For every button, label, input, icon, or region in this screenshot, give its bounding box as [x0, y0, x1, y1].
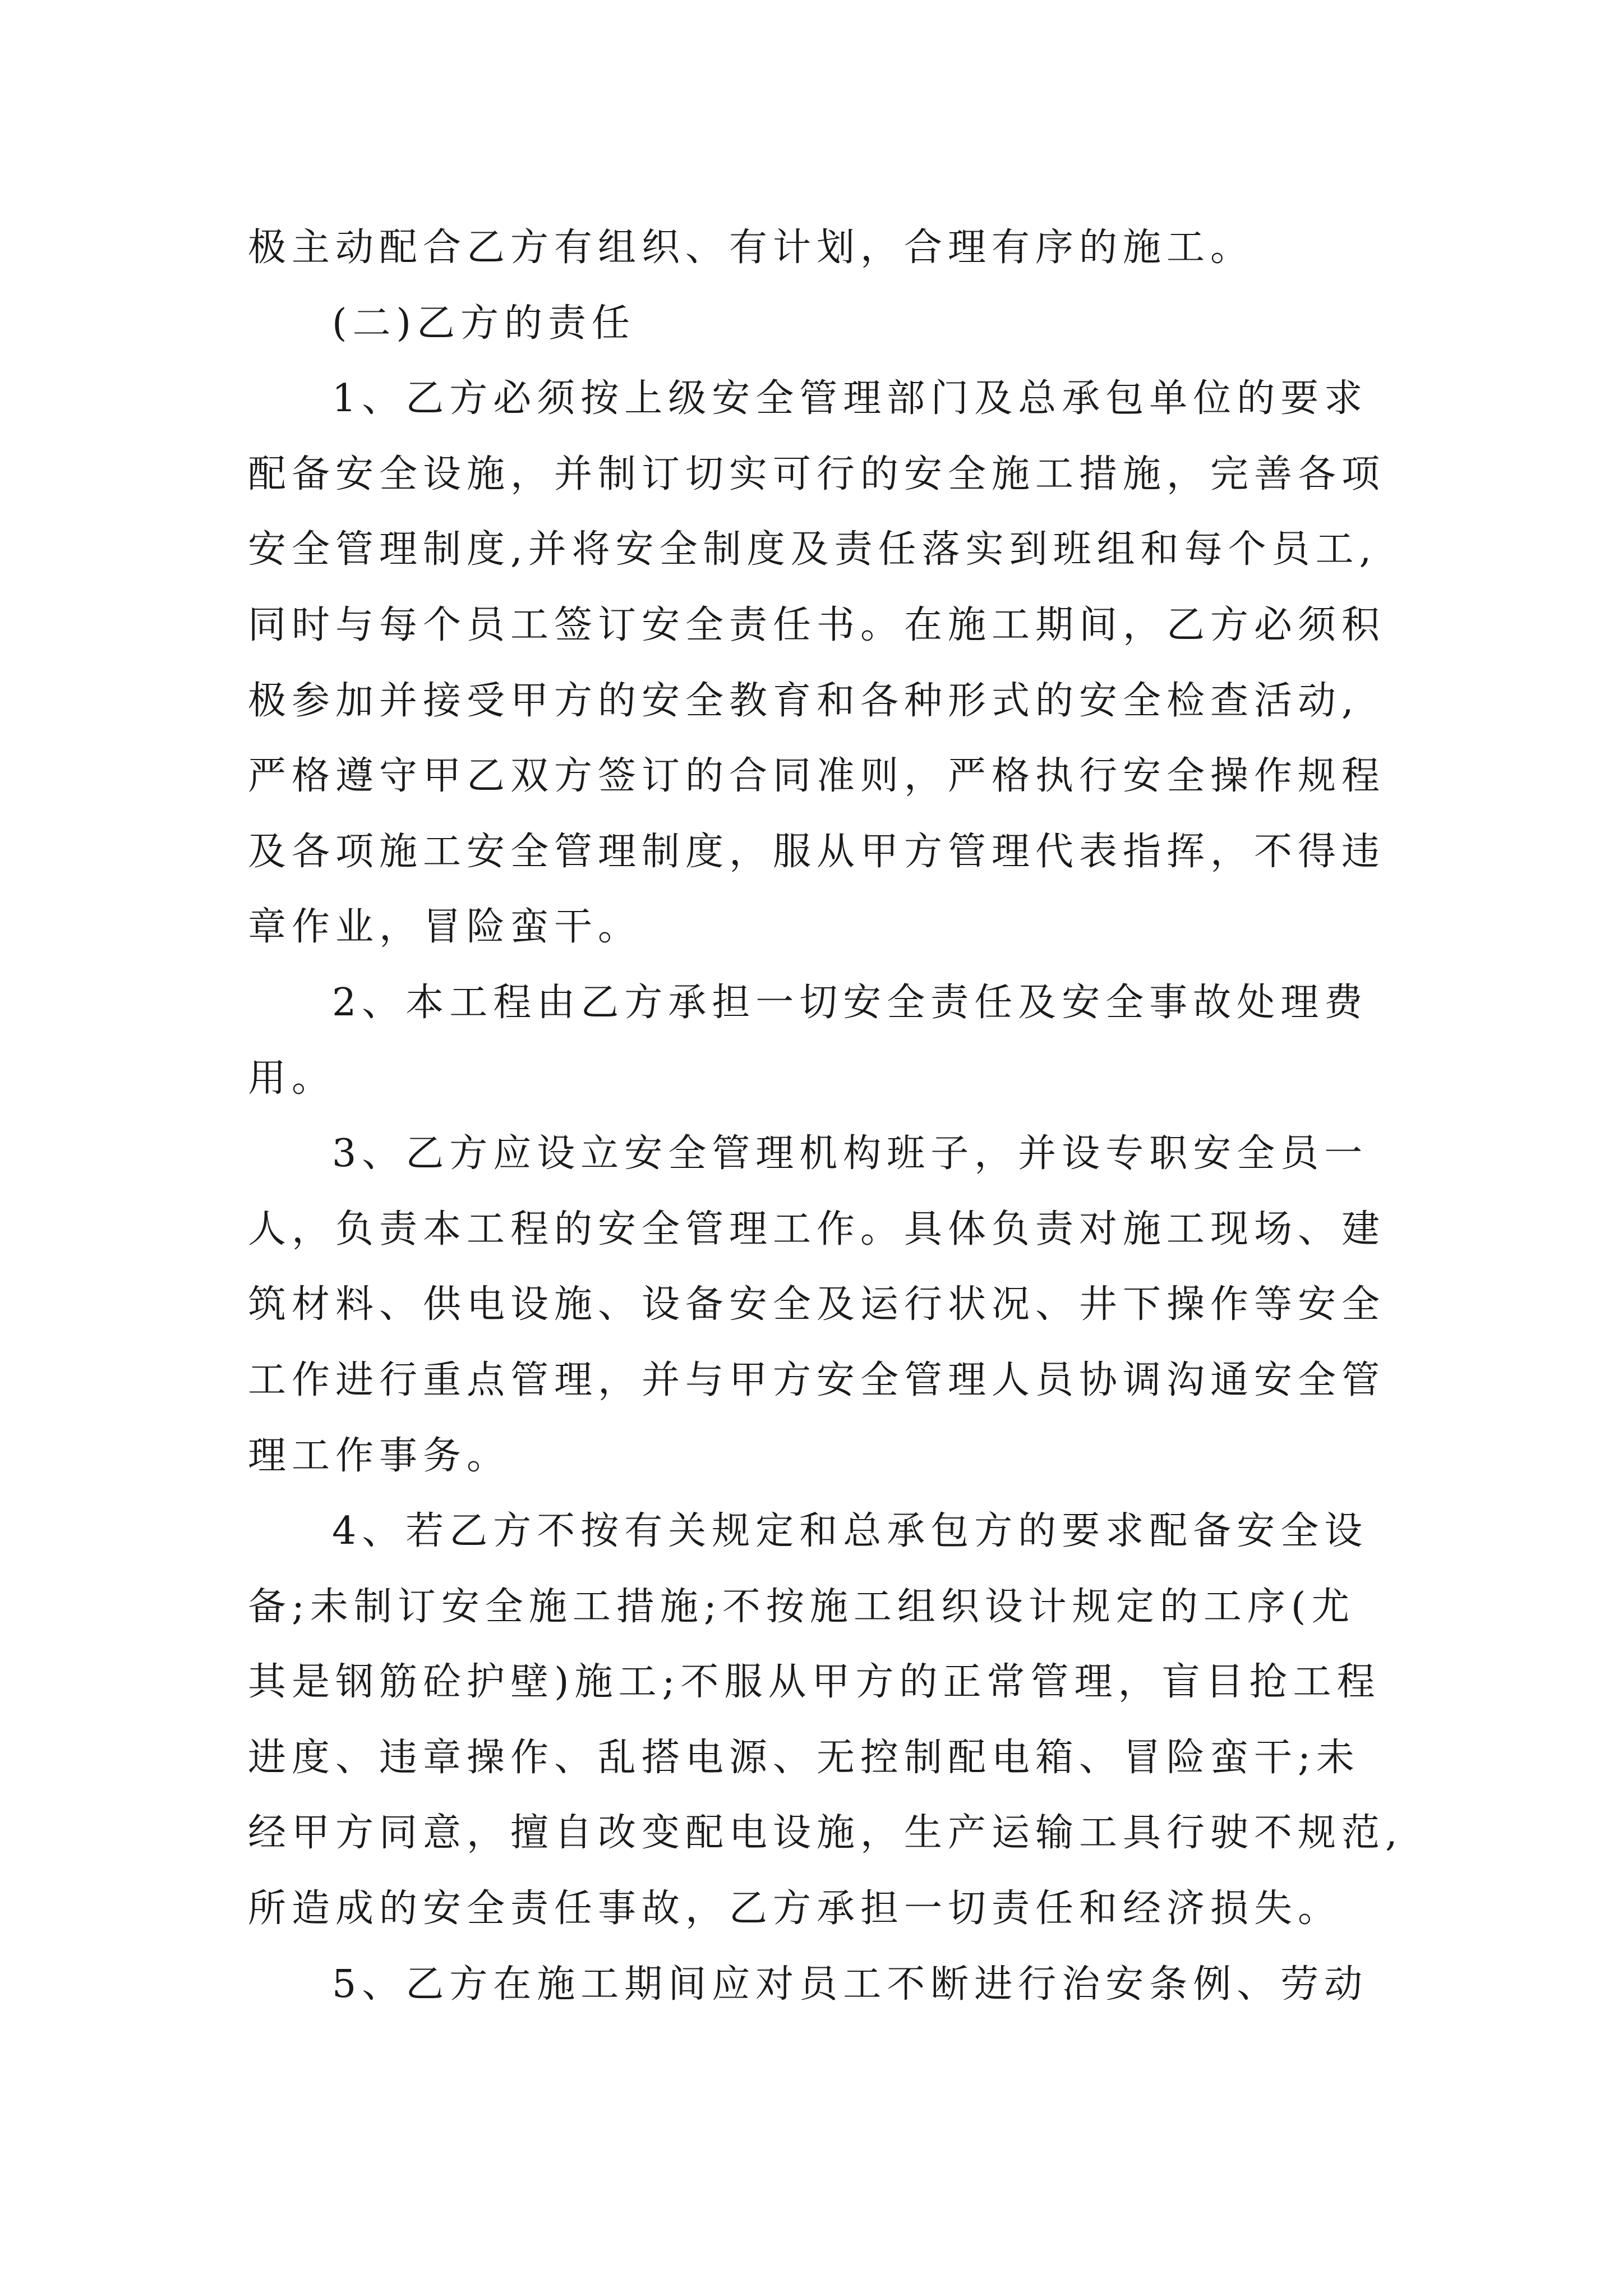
text-line: 配备安全设施，并制订切实可行的安全施工措施，完善各项 [248, 452, 1386, 496]
text-line: 备;未制订安全施工措施;不按施工组织设计规定的工序(尤 [248, 1584, 1355, 1629]
document-body [248, 210, 1403, 2022]
text-line: 1、乙方必须按上级安全管理部门及总承包单位的要求 [332, 376, 1368, 421]
text-line: 工作进行重点管理，并与甲方安全管理人员协调沟通安全管 [248, 1358, 1386, 1402]
text-line: 理工作事务。 [248, 1433, 511, 1478]
text-line: 及各项施工安全管理制度，服从甲方管理代表指挥，不得违 [248, 829, 1386, 874]
text-line: 人，负责本工程的安全管理工作。具体负责对施工现场、建 [248, 1207, 1386, 1251]
text-line: 3、乙方应设立安全管理机构班子，并设专职安全员一 [332, 1131, 1368, 1176]
text-line: 其是钢筋砼护壁)施工;不服从甲方的正常管理，盲目抢工程 [248, 1660, 1381, 1705]
text-line: 安全管理制度,并将安全制度及责任落实到班组和每个员工, [248, 527, 1377, 572]
text-line: 所造成的安全责任事故，乙方承担一切责任和经济损失。 [248, 1887, 1342, 1931]
section-heading: (二)乙方的责任 [332, 301, 636, 346]
text-line: 极主动配合乙方有组织、有计划，合理有序的施工。 [248, 226, 1255, 270]
text-line: 5、乙方在施工期间应对员工不断进行治安条例、劳动 [332, 1962, 1368, 2007]
text-line: 用。 [248, 1056, 336, 1101]
text-line: 同时与每个员工签订安全责任书。在施工期间，乙方必须积 [248, 602, 1386, 647]
text-line: 极参加并接受甲方的安全教育和各种形式的安全检查活动, [248, 678, 1359, 723]
text-line: 经甲方同意，擅自改变配电设施，生产运输工具行驶不规范, [248, 1811, 1403, 1856]
text-line: 筑材料、供电设施、设备安全及运行状况、井下操作等安全 [248, 1282, 1386, 1327]
text-line: 2、本工程由乙方承担一切安全责任及安全事故处理费 [332, 980, 1368, 1025]
text-line: 4、若乙方不按有关规定和总承包方的要求配备安全设 [332, 1509, 1368, 1554]
text-line: 章作业，冒险蛮干。 [248, 905, 642, 950]
text-line: 严格遵守甲乙双方签订的合同准则，严格执行安全操作规程 [248, 754, 1386, 799]
text-line: 进度、违章操作、乱搭电源、无控制配电箱、冒险蛮干;未 [248, 1735, 1360, 1780]
